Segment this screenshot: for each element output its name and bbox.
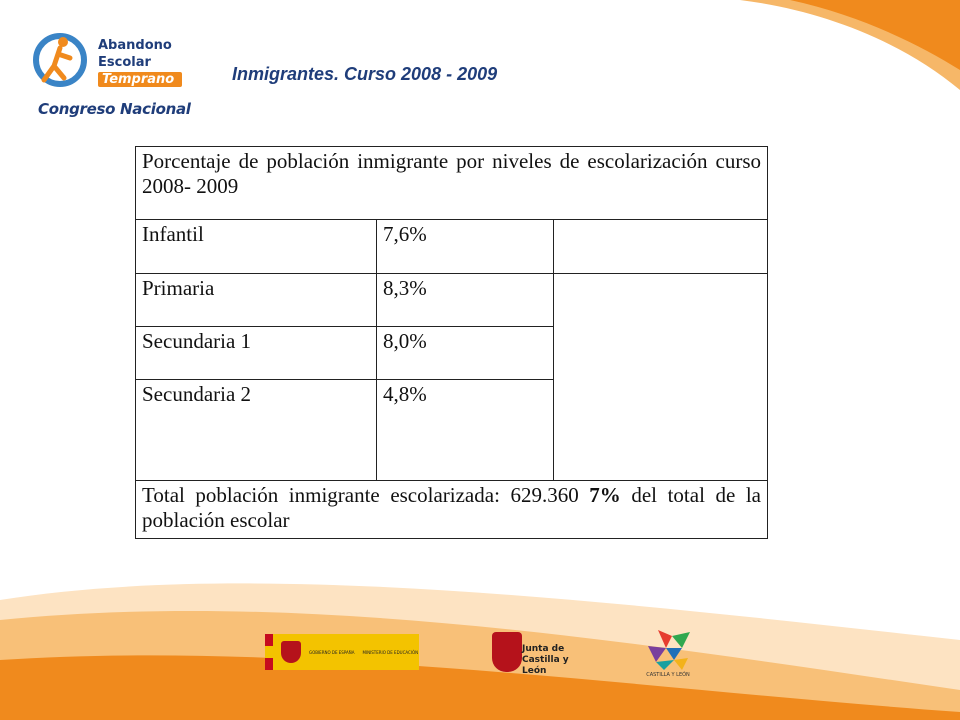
immigrant-population-table bbox=[135, 146, 768, 539]
page-title: Inmigrantes. Curso 2008 - 2009 bbox=[232, 64, 498, 84]
junta-line-1: Junta de bbox=[522, 644, 565, 654]
total-text-after: del total de la población escolar bbox=[142, 483, 761, 532]
table-total bbox=[136, 481, 768, 539]
table-caption: Porcentaje de población inmigrante por niveles de escolarización curso 2008- 2009 bbox=[136, 147, 768, 220]
empty-merged-cell bbox=[554, 274, 768, 481]
logo-line-3: Temprano bbox=[98, 72, 182, 87]
table-row bbox=[136, 220, 768, 274]
total-percentage: 7% bbox=[589, 483, 621, 507]
empty-cell bbox=[554, 220, 768, 274]
table-total-row bbox=[136, 481, 768, 539]
spain-flag-icon bbox=[265, 634, 273, 670]
row-value: 7,6% bbox=[377, 220, 554, 274]
star-mosaic-icon bbox=[638, 626, 698, 672]
row-value: 8,3% bbox=[377, 274, 554, 327]
table-row bbox=[136, 274, 768, 327]
logo-line-1: Abandono bbox=[98, 38, 172, 53]
row-label: Secundaria 2 bbox=[136, 380, 377, 481]
row-value: 8,0% bbox=[377, 327, 554, 380]
footer-logos bbox=[0, 622, 960, 682]
congress-logo bbox=[30, 28, 195, 128]
logo-line-4: Congreso Nacional bbox=[38, 100, 191, 118]
gobierno-label: GOBIERNO DE ESPAÑA bbox=[309, 649, 355, 655]
row-label: Primaria bbox=[136, 274, 377, 327]
junta-logo bbox=[490, 626, 570, 678]
cyl-label: CASTILLA Y LEÓN bbox=[646, 672, 690, 678]
runner-icon bbox=[30, 28, 100, 98]
junta-line-2: Castilla y León bbox=[522, 655, 569, 676]
logo-line-2: Escolar bbox=[98, 55, 151, 70]
coat-of-arms-icon bbox=[281, 641, 301, 663]
castilla-leon-logo bbox=[638, 626, 698, 682]
ministry-logo bbox=[265, 634, 419, 670]
row-label: Infantil bbox=[136, 220, 377, 274]
total-text-before: Total población inmigrante escolarizada: 629.360 bbox=[142, 483, 590, 507]
table-caption-row bbox=[136, 147, 768, 220]
ministerio-label: MINISTERIO DE EDUCACIÓN bbox=[362, 649, 419, 655]
junta-label bbox=[522, 644, 570, 677]
junta-crest-icon bbox=[492, 632, 522, 672]
row-value: 4,8% bbox=[377, 380, 554, 481]
row-label: Secundaria 1 bbox=[136, 327, 377, 380]
